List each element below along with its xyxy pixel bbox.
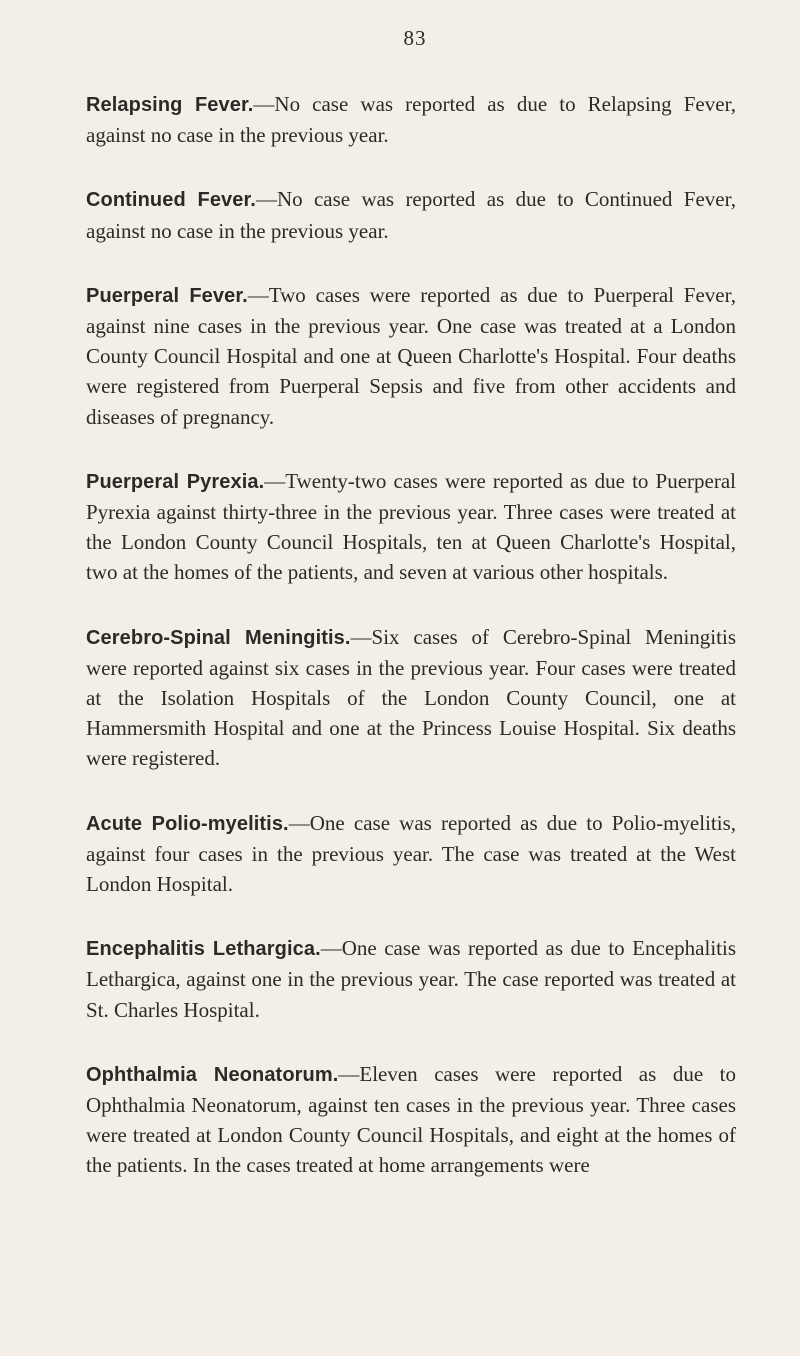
section-text: —Two cases were reported as due to Puerperal Fever, against nine cases in the previous year. One case was treated at a London County Council Hospital and one at Queen Charlotte's Hospital. Four deaths were registered from Puerperal Sepsis and five from other accidents and diseases of pregnancy. [86, 282, 736, 429]
paragraph [86, 622, 736, 774]
paragraph [86, 280, 736, 432]
section-heading: Acute Polio-myelitis. [86, 812, 289, 835]
paragraph [86, 184, 736, 245]
section-text: —Eleven cases were reported as due to Ophthalmia Neonatorum, against ten cases in the previous year. Three cases were treated at London County Council Hospitals, and eight at the homes of the patients. In the cases treated at home arrangements were [86, 1061, 736, 1178]
section-encephalitis-lethargica [86, 933, 736, 1025]
paragraph [86, 933, 736, 1025]
page-number: 83 [403, 26, 427, 50]
section-cerebro-spinal-meningitis [86, 622, 736, 774]
paragraph [86, 808, 736, 900]
section-heading: Puerperal Pyrexia. [86, 470, 265, 493]
section-relapsing-fever [86, 89, 736, 150]
section-continued-fever [86, 184, 736, 245]
section-heading: Continued Fever. [86, 189, 256, 212]
section-heading: Relapsing Fever. [86, 94, 254, 116]
section-heading: Encephalitis Lethargica. [86, 938, 321, 961]
section-acute-polio-myelitis [86, 808, 736, 900]
section-puerperal-fever [86, 280, 736, 432]
section-heading: Ophthalmia Neonatorum. [86, 1063, 339, 1086]
section-puerperal-pyrexia [86, 466, 736, 588]
section-text: —No case was reported as due to Relapsing Fever, against no case in the previous year. [86, 92, 736, 148]
section-text: —Twenty-two cases were reported as due to Puerperal Pyrexia against thirty-three in the previous year. Three cases were treated at the London County Council Hospitals, ten at Queen Charlotte's Hospital, two at the homes of the patients, and seven at various other hospitals. [86, 468, 736, 585]
section-heading: Cerebro-Spinal Meningitis. [86, 626, 351, 649]
section-text: —One case was reported as due to Encephalitis Lethargica, against one in the previous year. The case reported was treated at St. Charles Hospital. [86, 936, 736, 1022]
paragraph [86, 1059, 736, 1181]
paragraph [86, 466, 736, 588]
section-text: —One case was reported as due to Polio-myelitis, against four cases in the previous year. The case was treated at the West London Hospital. [86, 810, 737, 897]
section-text: —Six cases of Cerebro-Spinal Meningitis were reported against six cases in the previous year. Four cases were treated at the Isolation Hospitals of the London County Council, one at Hammersmith Hospital and one at the Princess Louise Hospital. Six deaths were registered. [86, 624, 736, 771]
section-heading: Puerperal Fever. [86, 284, 248, 307]
section-ophthalmia-neonatorum [86, 1059, 736, 1181]
paragraph [86, 89, 736, 150]
section-text: —No case was reported as due to Continued Fever, against no case in the previous year. [86, 187, 736, 243]
